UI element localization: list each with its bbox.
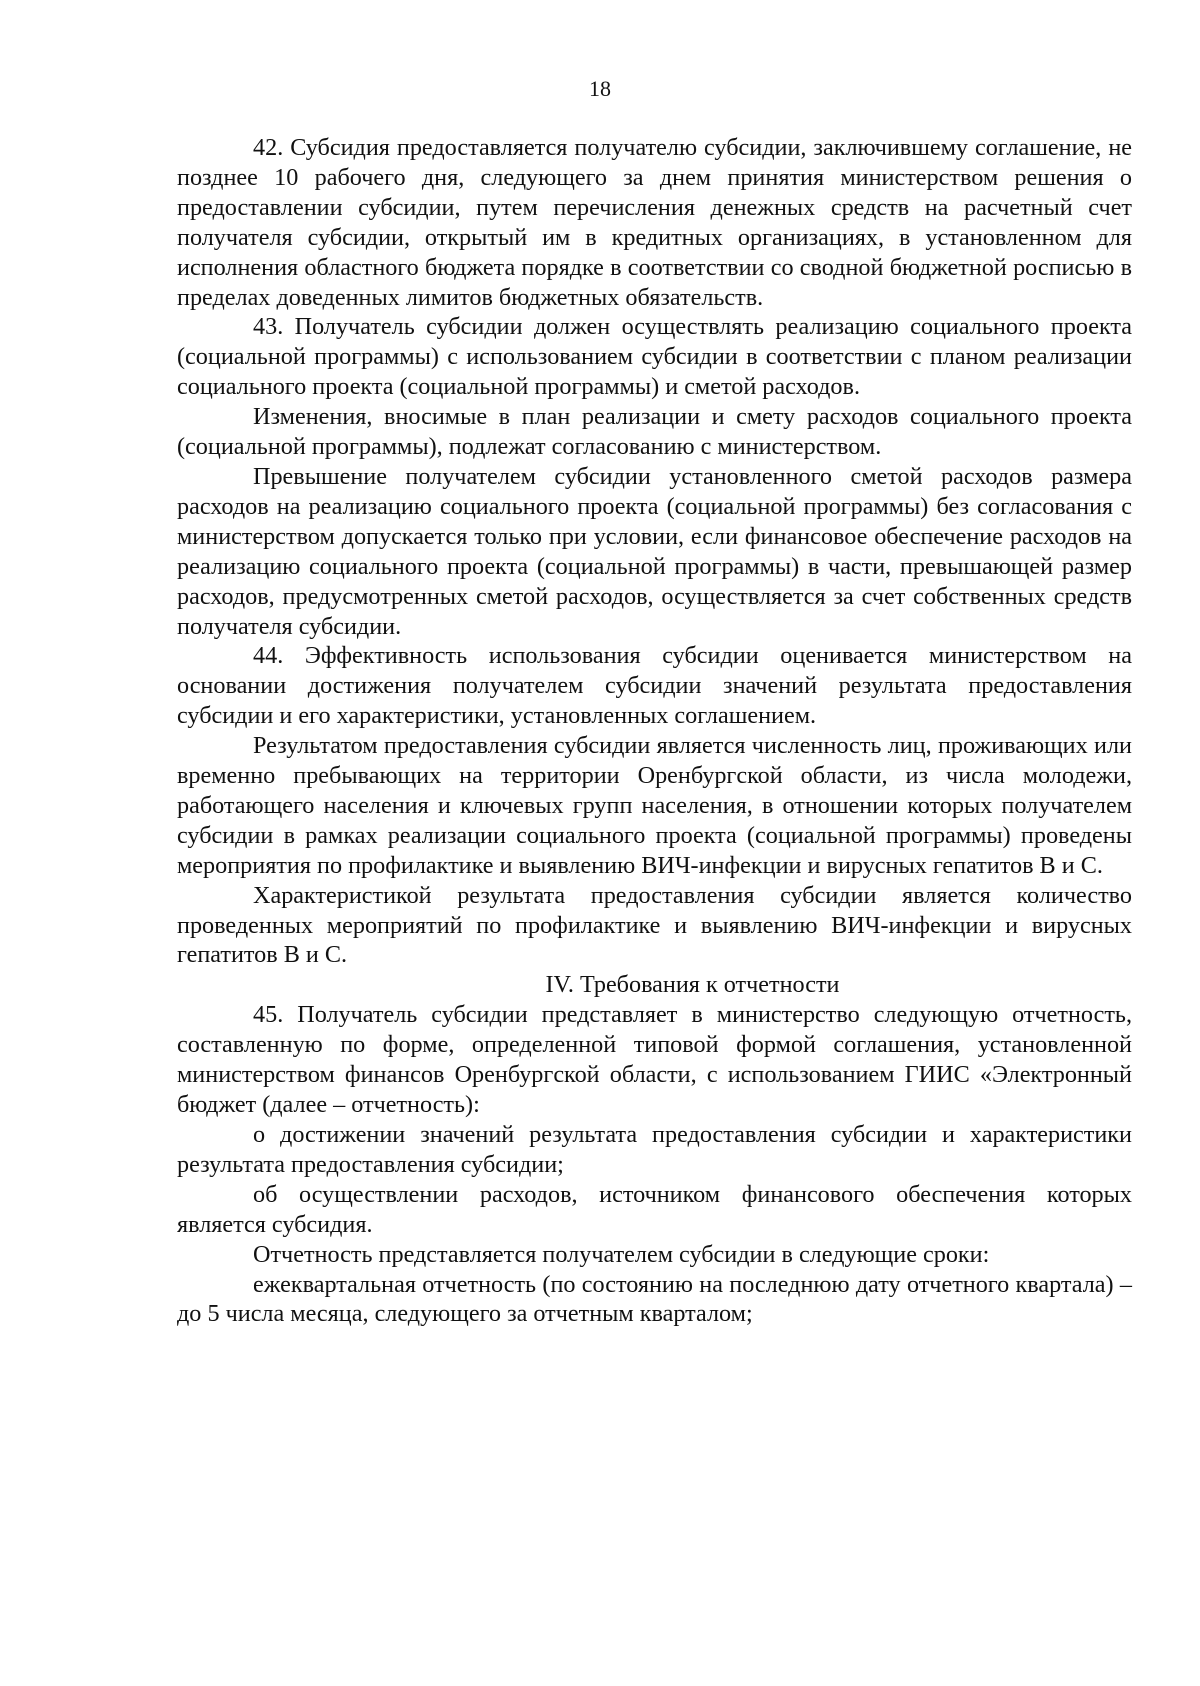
paragraph-45: 45. Получатель субсидии представляет в министерство следующую отчетность, составленную по форме, определенной типовой формой соглашения, установленной министерством финансов Оренбургской области, с использованием ГИИС «Электронный бюджет (далее – отчетность): bbox=[177, 1001, 1132, 1119]
paragraph-44-result: Результатом предоставления субсидии является численность лиц, проживающих или временно пребывающих на территории Оренбургской области, из числа молодежи, работающего населения и ключевых групп населения, в отношении которых получателем субсидии в рамках реализации социального проекта (социальной программы) проведены мероприятия по профилактике и выявлению ВИЧ-инфекции и вирусных гепатитов B и C. bbox=[177, 732, 1132, 879]
paragraph-45-quarterly: ежеквартальная отчетность (по состоянию на последнюю дату отчетного квартала) – до 5 числа месяца, следующего за отчетным кварталом; bbox=[177, 1270, 1132, 1328]
page-number: 18 bbox=[589, 76, 611, 101]
paragraph-42: 42. Субсидия предоставляется получателю субсидии, заключившему соглашение, не позднее 10 рабочего дня, следующего за днем принятия министерством решения о предоставлении субсидии, путем перечисления денежных средств на расчетный счет получателя субсидии, открытый им в кредитных организациях, в установленном для исполнения областного бюджета порядке в соответствии со сводной бюджетной росписью в пределах доведенных лимитов бюджетных обязательств. bbox=[177, 134, 1132, 311]
paragraph-43-excess: Превышение получателем субсидии установленного сметой расходов размера расходов на реализацию социального проекта (социальной программы) без согласования с министерством допускается только при условии, если финансовое обеспечение расходов на реализацию социального проекта (социальной программы) в части, превышающей размер расходов, предусмотренных сметой расходов, осуществляется за счет собственных средств получателя субсидии. bbox=[177, 462, 1132, 640]
paragraph-44: 44. Эффективность использования субсидии оценивается министерством на основании достижения получателем субсидии значений результата предоставления субсидии и его характеристики, установленных соглашением. bbox=[177, 642, 1132, 730]
paragraph-45-deadlines: Отчетность представляется получателем субсидии в следующие сроки: bbox=[253, 1240, 990, 1268]
paragraph-43: 43. Получатель субсидии должен осуществлять реализацию социального проекта (социальной программы) с использованием субсидии в соответствии с планом реализации социального проекта (социальной программы) и сметой расходов. bbox=[177, 313, 1132, 401]
document-body bbox=[177, 133, 1132, 1329]
paragraph-44-characteristic: Характеристикой результата предоставления субсидии является количество проведенных мероприятий по профилактике и выявлению ВИЧ-инфекции и вирусных гепатитов B и C. bbox=[177, 881, 1132, 969]
paragraph-45-expense-report: об осуществлении расходов, источником финансового обеспечения которых является субсидия. bbox=[177, 1180, 1132, 1238]
paragraph-43-changes: Изменения, вносимые в план реализации и смету расходов социального проекта (социальной программы), подлежат согласованию с министерством. bbox=[177, 403, 1132, 461]
paragraph-45-result-report: о достижении значений результата предоставления субсидии и характеристики результата предоставления субсидии; bbox=[177, 1121, 1132, 1178]
section-heading: IV. Требования к отчетности bbox=[545, 971, 840, 999]
